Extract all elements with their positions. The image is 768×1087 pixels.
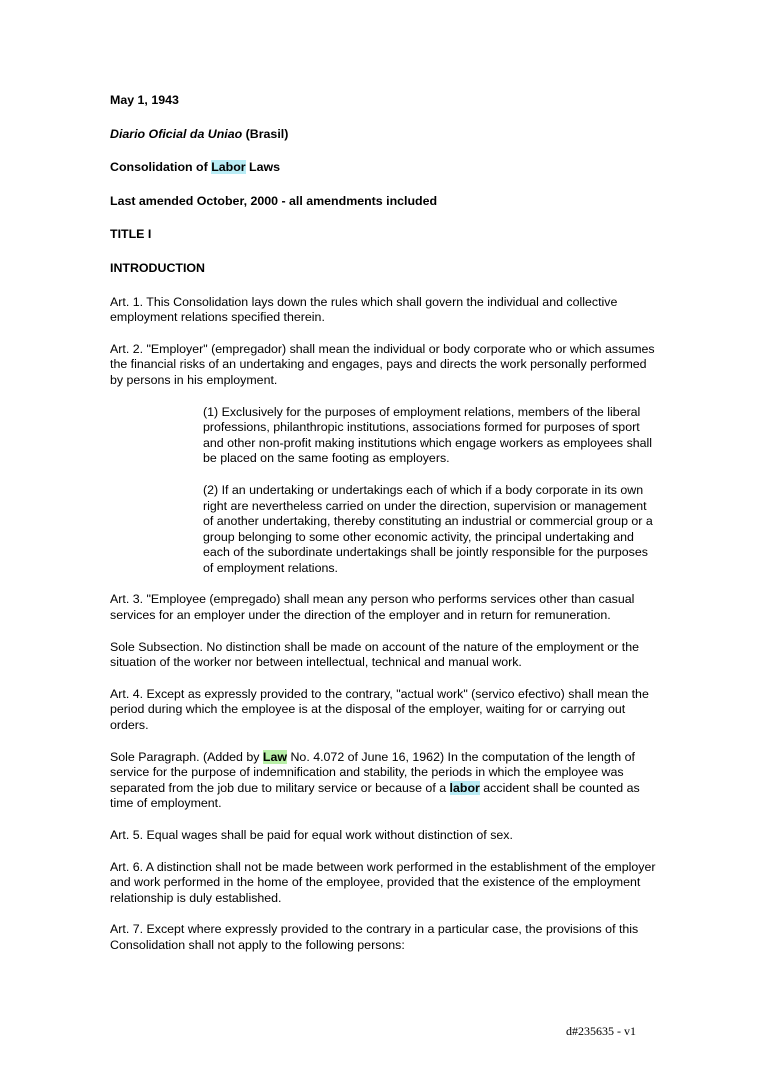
source-country: (Brasil) bbox=[242, 126, 289, 141]
sole-text-b: No. 4.072 of June 16, 1962) In the computation of the length of service for the purpose of indemnification and stability, the periods in which the employee was separated from the job due to military service or because of a bbox=[110, 749, 635, 795]
article-3-sole-subsection: Sole Subsection. No distinction shall be made on account of the nature of the employment or the situation of the worker nor between intellectual, technical and manual work. bbox=[110, 639, 639, 670]
article-1: Art. 1. This Consolidation lays down the rules which shall govern the individual and collective employment relations specified therein. bbox=[110, 294, 618, 325]
article-2-clause-2: (2) If an undertaking or undertakings each of which if a body corporate in its own right are nevertheless carried on under the direction, supervision or management of another undertaking, thereby constituting an industrial or commercial group or a group belonging to some other economic activity, the principal undertaking and each of the subordinate undertakings shall be jointly responsible for the purposes of employment relations. bbox=[203, 482, 653, 575]
article-4-sole-paragraph bbox=[110, 750, 660, 812]
search-highlight-law: Law bbox=[262, 749, 288, 764]
title-post: Laws bbox=[245, 160, 281, 175]
search-highlight-labor: Labor bbox=[211, 160, 246, 175]
title-pre: Consolidation of bbox=[110, 160, 212, 175]
section-heading: INTRODUCTION bbox=[110, 260, 205, 275]
article-3: Art. 3. "Employee (empregado) shall mean any person who performs services other than casual services for an employer under the direction of the employer and in return for remuneration. bbox=[110, 592, 635, 623]
search-highlight-labor-2: labor bbox=[449, 780, 480, 795]
amended-note: Last amended October, 2000 - all amendments included bbox=[110, 193, 438, 208]
sole-text-c: accident shall be counted as time of employment. bbox=[110, 780, 640, 811]
document-page bbox=[110, 93, 660, 970]
article-4: Art. 4. Except as expressly provided to the contrary, "actual work" (servico efectivo) shall mean the period during which the employee is at the disposal of the employer, waiting for or carrying out orders. bbox=[110, 686, 649, 733]
article-2: Art. 2. "Employer" (empregador) shall mean the individual or body corporate who or which assumes the financial risks of an undertaking and engages, pays and directs the work personally performed by persons in his employment. bbox=[110, 341, 655, 387]
doc-source bbox=[110, 127, 660, 143]
sole-text-a: Sole Paragraph. (Added by bbox=[110, 749, 263, 764]
doc-date: May 1, 1943 bbox=[110, 93, 179, 107]
article-6: Art. 6. A distinction shall not be made between work performed in the establishment of the employer and work performed in the home of the employee, provided that the existence of the employment relationship is duly established. bbox=[110, 859, 656, 905]
article-7: Art. 7. Except where expressly provided to the contrary in a particular case, the provisions of this Consolidation shall not apply to the following persons: bbox=[110, 922, 639, 952]
doc-title bbox=[110, 160, 660, 176]
document-id: d#235635 - v1 bbox=[566, 1024, 636, 1038]
article-5: Art. 5. Equal wages shall be paid for equal work without distinction of sex. bbox=[110, 828, 513, 842]
source-name: Diario Oficial da Uniao bbox=[110, 126, 243, 141]
title-heading: TITLE I bbox=[110, 227, 152, 242]
article-2-clause-1: (1) Exclusively for the purposes of employment relations, members of the liberal professions, philanthropic institutions, associations formed for purposes of sport and other non-profit making institutions which engage workers as employees shall be placed on the same footing as employers. bbox=[203, 404, 653, 466]
